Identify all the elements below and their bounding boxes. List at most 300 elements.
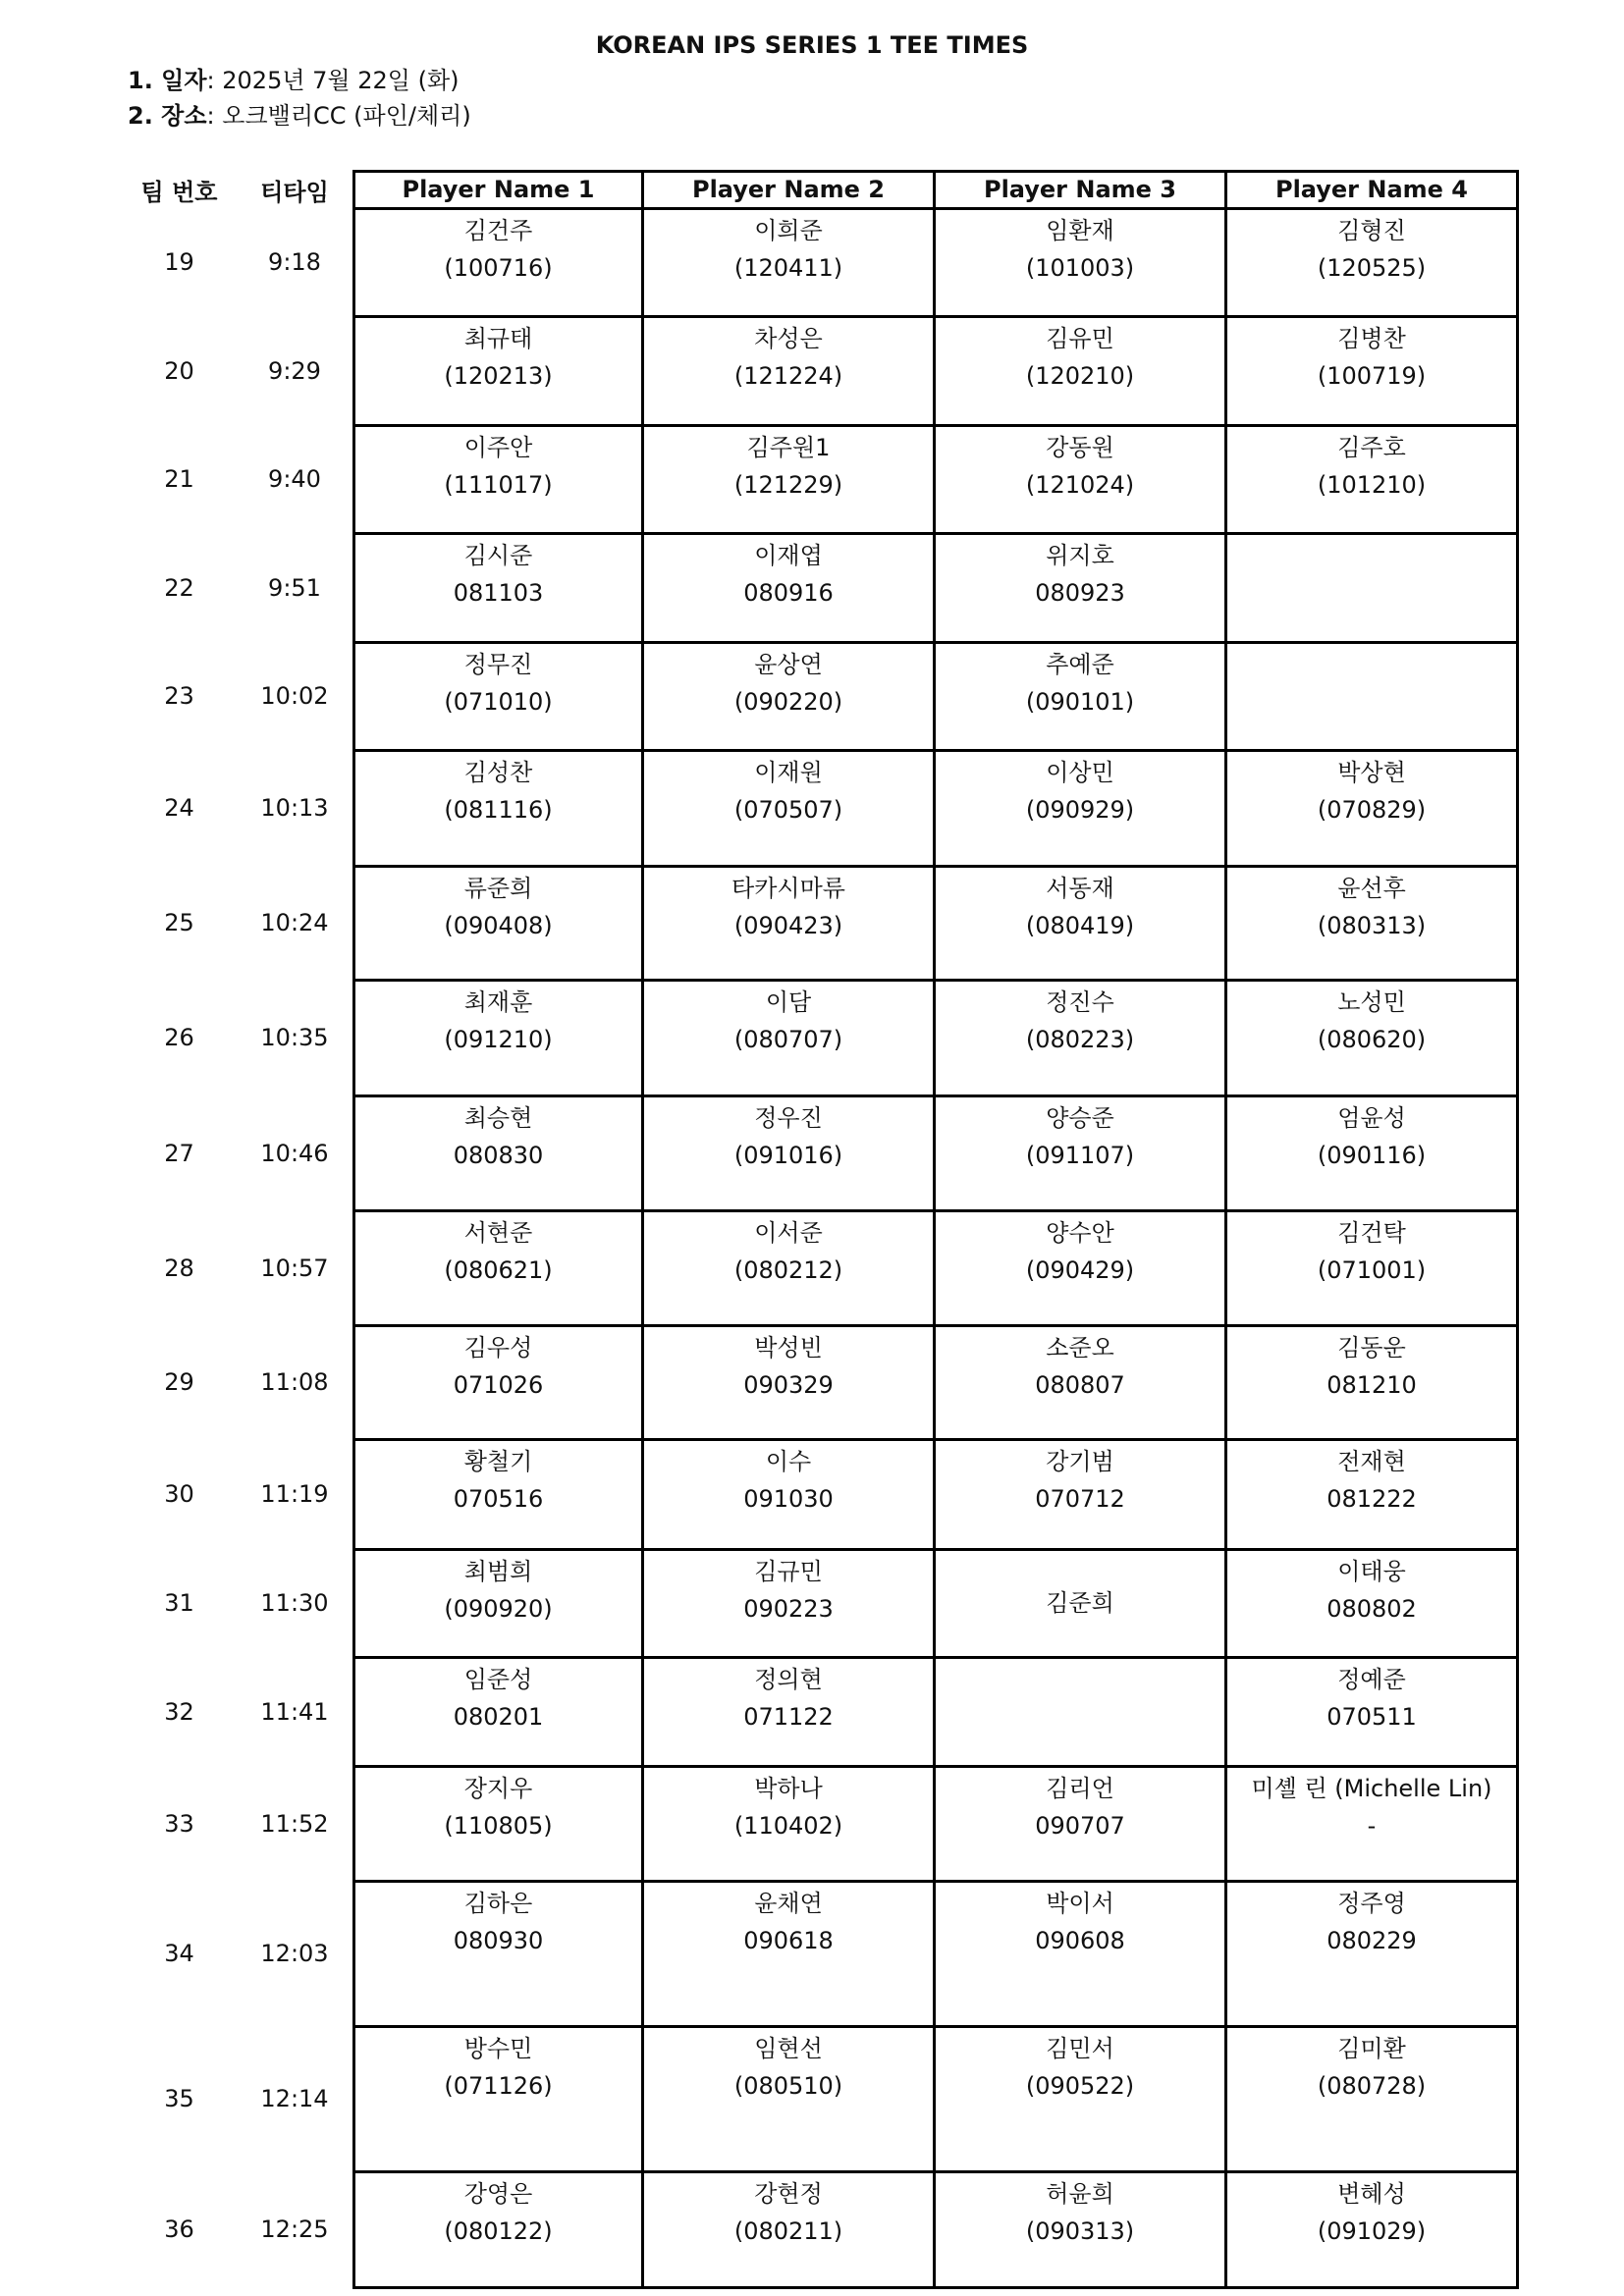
tee-time: 12:25 <box>260 2216 329 2243</box>
player-cell <box>1227 866 1519 980</box>
table-rule <box>352 1765 1519 1768</box>
player-cell <box>352 208 644 316</box>
team-number: 31 <box>164 1589 194 1617</box>
player-cell <box>936 1210 1227 1325</box>
player-id: (080212) <box>733 1256 843 1284</box>
player-cell <box>352 1439 644 1549</box>
team-number: 30 <box>164 1480 194 1508</box>
player-name: 전재현 <box>1337 1448 1406 1475</box>
player-name: 박하나 <box>754 1775 823 1802</box>
player-id: (080223) <box>1025 1026 1135 1053</box>
player-id: (071001) <box>1317 1256 1427 1284</box>
player-id: 080201 <box>453 1703 544 1731</box>
player-cell <box>352 750 644 866</box>
table-row <box>0 866 1624 980</box>
player-name: 김주호 <box>1337 434 1406 461</box>
tee-time: 10:02 <box>260 682 329 710</box>
info-venue-value: : 오크밸리CC (파인/체리) <box>206 102 471 130</box>
player-id: 091030 <box>743 1485 834 1513</box>
player-cell <box>1227 1439 1519 1549</box>
table-row <box>0 1881 1624 2026</box>
player-cell <box>352 2026 644 2171</box>
team-number: 23 <box>164 682 194 710</box>
player-cell <box>936 533 1227 642</box>
player-id: - <box>1367 1812 1377 1840</box>
table-row <box>0 750 1624 866</box>
table-row <box>0 2026 1624 2171</box>
player-id: 080930 <box>453 1927 544 1954</box>
player-id: (090116) <box>1317 1142 1427 1169</box>
player-id: (081116) <box>444 796 553 824</box>
player-name: 황철기 <box>463 1448 533 1475</box>
player-id: (091029) <box>1317 2217 1427 2245</box>
player-cell <box>1227 1657 1519 1766</box>
player-name: 최범희 <box>463 1558 533 1585</box>
team-number: 28 <box>164 1254 194 1282</box>
player-cells <box>352 980 1519 1095</box>
player-cell <box>352 642 644 750</box>
player-cells <box>352 533 1519 642</box>
table-rule <box>352 641 1519 644</box>
player-id: (100716) <box>444 254 553 282</box>
player-cells <box>352 316 1519 425</box>
player-name: 최재훈 <box>463 988 533 1016</box>
table-rule <box>352 170 1519 173</box>
player-id: 081103 <box>453 579 544 607</box>
table-row <box>0 425 1624 533</box>
player-cell <box>644 425 936 533</box>
player-name: 김건탁 <box>1337 1219 1406 1247</box>
player-cell <box>352 1766 644 1881</box>
player-cell <box>1227 1766 1519 1881</box>
player-cell <box>352 533 644 642</box>
player-headers <box>352 171 1519 208</box>
player-cell <box>644 1657 936 1766</box>
player-name: 김리언 <box>1046 1775 1114 1802</box>
player-cell <box>936 1766 1227 1881</box>
player-name-3-header: Player Name 3 <box>936 171 1227 208</box>
player-cell <box>352 866 644 980</box>
player-id: 080830 <box>453 1142 544 1169</box>
player-name: 강기범 <box>1046 1448 1114 1475</box>
player-cell <box>936 750 1227 866</box>
player-id: (110402) <box>733 1812 843 1840</box>
table-rule <box>352 979 1519 982</box>
player-name: 김민서 <box>1046 2035 1114 2062</box>
table-row <box>0 316 1624 425</box>
player-cell <box>1227 1095 1519 1210</box>
player-cell <box>936 642 1227 750</box>
player-cells <box>352 1881 1519 2026</box>
player-cell <box>1227 750 1519 866</box>
player-name: 김병찬 <box>1337 325 1406 352</box>
team-number: 19 <box>164 248 194 276</box>
player-name: 임준성 <box>463 1666 533 1693</box>
player-id: (090101) <box>1025 688 1135 716</box>
team-number: 34 <box>164 1940 194 1967</box>
player-id: (080122) <box>444 2217 553 2245</box>
player-cell <box>936 866 1227 980</box>
player-id: (120210) <box>1025 362 1135 390</box>
player-cell <box>936 316 1227 425</box>
player-name: 윤상연 <box>754 651 823 678</box>
player-id: 080229 <box>1326 1927 1417 1954</box>
player-id: (121024) <box>1025 471 1135 499</box>
player-name: 이상민 <box>1046 759 1114 786</box>
team-number: 36 <box>164 2216 194 2243</box>
player-cell <box>1227 1881 1519 2026</box>
table-rule <box>352 424 1519 427</box>
player-cell <box>644 2171 936 2287</box>
player-name: 장지우 <box>463 1775 533 1802</box>
team-number: 24 <box>164 794 194 822</box>
table-header-row <box>0 171 1624 208</box>
player-cell <box>644 1439 936 1549</box>
table-rule <box>352 1324 1519 1327</box>
player-name: 이서준 <box>754 1219 823 1247</box>
player-cell <box>644 1766 936 1881</box>
player-name: 김유민 <box>1046 325 1114 352</box>
player-cell <box>644 1210 936 1325</box>
player-cell <box>352 316 644 425</box>
player-name: 김준희 <box>1046 1589 1114 1617</box>
player-name: 김시준 <box>463 542 533 569</box>
player-name: 타카시마류 <box>731 875 845 902</box>
player-name-4-header: Player Name 4 <box>1227 171 1519 208</box>
player-id: (100719) <box>1317 362 1427 390</box>
player-cell <box>936 1881 1227 2026</box>
player-id: (111017) <box>444 471 553 499</box>
player-id: (090920) <box>444 1595 553 1623</box>
table-row <box>0 533 1624 642</box>
player-cell <box>1227 533 1519 642</box>
player-cell <box>352 1095 644 1210</box>
tee-time: 9:18 <box>268 248 321 276</box>
player-id: 071122 <box>743 1703 834 1731</box>
player-name: 엄윤성 <box>1337 1104 1406 1132</box>
player-cell <box>1227 1325 1519 1439</box>
player-name: 강영은 <box>463 2180 533 2208</box>
team-number: 20 <box>164 356 194 385</box>
team-number: 22 <box>164 573 194 602</box>
tee-time: 9:51 <box>268 573 321 602</box>
player-name: 김주원1 <box>746 434 831 461</box>
player-id: 090707 <box>1035 1812 1125 1840</box>
info-venue-label: 2. 장소 <box>128 102 207 130</box>
player-name: 최승현 <box>463 1104 533 1132</box>
player-cells <box>352 1095 1519 1210</box>
player-cell <box>1227 1210 1519 1325</box>
player-cell <box>936 980 1227 1095</box>
player-name: 최규태 <box>463 325 533 352</box>
player-id: (110805) <box>444 1812 553 1840</box>
player-cell <box>644 316 936 425</box>
player-cell <box>936 1325 1227 1439</box>
player-name: 임환재 <box>1046 217 1114 244</box>
team-number: 29 <box>164 1368 194 1396</box>
table-row <box>0 1439 1624 1549</box>
player-cell <box>644 1881 936 2026</box>
player-name: 이태웅 <box>1337 1558 1406 1585</box>
player-cell <box>936 425 1227 533</box>
table-row <box>0 2171 1624 2287</box>
table-row <box>0 1325 1624 1439</box>
player-name: 서현준 <box>463 1219 533 1247</box>
player-name: 이재엽 <box>754 542 823 569</box>
player-id: (091107) <box>1025 1142 1135 1169</box>
player-cells <box>352 2171 1519 2287</box>
team-number: 27 <box>164 1139 194 1167</box>
player-name: 강현정 <box>754 2180 823 2208</box>
info-date-value: : 2025년 7월 22일 (화) <box>206 67 460 94</box>
player-id: (090429) <box>1025 1256 1135 1284</box>
player-id: (070829) <box>1317 796 1427 824</box>
player-cells <box>352 1210 1519 1325</box>
player-name: 김우성 <box>463 1334 533 1362</box>
player-id: (120411) <box>733 254 843 282</box>
player-cell <box>644 750 936 866</box>
tee-time: 11:08 <box>260 1368 329 1396</box>
player-cells <box>352 1766 1519 1881</box>
tee-time: 11:52 <box>260 1809 329 1838</box>
tee-time-header: 티타임 <box>260 178 329 206</box>
player-id: (101210) <box>1317 471 1427 499</box>
player-id: (121224) <box>733 362 843 390</box>
player-cell <box>352 1881 644 2026</box>
player-cells <box>352 750 1519 866</box>
player-name: 김형진 <box>1337 217 1406 244</box>
table-row <box>0 1095 1624 1210</box>
player-name: 김하은 <box>463 1890 533 1917</box>
table-rule <box>352 2170 1519 2173</box>
table-rule <box>352 1209 1519 1212</box>
player-cell <box>644 1549 936 1657</box>
player-id: (090313) <box>1025 2217 1135 2245</box>
player-cell <box>936 2171 1227 2287</box>
player-id: (090929) <box>1025 796 1135 824</box>
table-rule <box>352 1438 1519 1441</box>
player-id: (080211) <box>733 2217 843 2245</box>
player-id: 080916 <box>743 579 834 607</box>
team-number: 33 <box>164 1809 194 1838</box>
tee-time: 10:35 <box>260 1024 329 1051</box>
player-name: 류준희 <box>463 875 533 902</box>
player-name: 박이서 <box>1046 1890 1114 1917</box>
player-id: (080313) <box>1317 912 1427 939</box>
player-id: (090220) <box>733 688 843 716</box>
player-name: 변혜성 <box>1337 2180 1406 2208</box>
player-name: 미셸 린 (Michelle Lin) <box>1251 1775 1492 1802</box>
player-name: 노성민 <box>1337 988 1406 1016</box>
player-name: 위지호 <box>1046 542 1114 569</box>
tee-time: 10:13 <box>260 794 329 822</box>
player-id: (080620) <box>1317 1026 1427 1053</box>
player-cell <box>1227 425 1519 533</box>
player-name: 강동원 <box>1046 434 1114 461</box>
player-id: (080510) <box>733 2072 843 2100</box>
player-id: 080807 <box>1035 1371 1125 1399</box>
team-number: 21 <box>164 465 194 493</box>
player-id: (090522) <box>1025 2072 1135 2100</box>
player-id: 070516 <box>453 1485 544 1513</box>
player-cells <box>352 1439 1519 1549</box>
player-cell <box>352 980 644 1095</box>
player-name: 박성빈 <box>754 1334 823 1362</box>
player-cell <box>352 1657 644 1766</box>
player-cell <box>644 1095 936 1210</box>
player-id: 071026 <box>453 1371 544 1399</box>
player-id: (091210) <box>444 1026 553 1053</box>
player-name: 김미환 <box>1337 2035 1406 2062</box>
table-row <box>0 1549 1624 1657</box>
player-id: (091016) <box>733 1142 843 1169</box>
player-id: 090608 <box>1035 1927 1125 1954</box>
tee-time: 11:30 <box>260 1589 329 1617</box>
table-rule <box>352 1095 1519 1097</box>
table-rule <box>352 2286 1519 2289</box>
player-id: (080419) <box>1025 912 1135 939</box>
player-cell <box>352 1210 644 1325</box>
player-cell <box>1227 980 1519 1095</box>
player-cell <box>1227 2026 1519 2171</box>
player-cells <box>352 1549 1519 1657</box>
player-id: (071126) <box>444 2072 553 2100</box>
table-rule <box>352 749 1519 752</box>
player-cells <box>352 866 1519 980</box>
tee-time: 11:41 <box>260 1697 329 1726</box>
team-number-header: 팀 번호 <box>140 178 218 206</box>
player-name: 이주안 <box>463 434 533 461</box>
player-id: (080621) <box>444 1256 553 1284</box>
table-rule <box>352 1880 1519 1883</box>
player-cell <box>936 1549 1227 1657</box>
player-cell <box>644 208 936 316</box>
player-id: (090408) <box>444 912 553 939</box>
player-cell <box>644 533 936 642</box>
player-cells <box>352 1325 1519 1439</box>
player-id: (080707) <box>733 1026 843 1053</box>
player-cell <box>352 1325 644 1439</box>
player-name: 정의현 <box>754 1666 823 1693</box>
player-name: 윤채연 <box>754 1890 823 1917</box>
tee-time: 10:46 <box>260 1139 329 1167</box>
player-name: 정진수 <box>1046 988 1114 1016</box>
player-name: 허윤희 <box>1046 2180 1114 2208</box>
player-cell <box>352 2171 644 2287</box>
player-cell <box>936 1095 1227 1210</box>
player-id: (121229) <box>733 471 843 499</box>
tee-time: 10:57 <box>260 1254 329 1282</box>
player-cell <box>936 1439 1227 1549</box>
player-id: 090223 <box>743 1595 834 1623</box>
table-row <box>0 1210 1624 1325</box>
table-rule <box>352 2025 1519 2028</box>
player-name: 박상현 <box>1337 759 1406 786</box>
player-cell <box>936 1657 1227 1766</box>
player-name: 김성찬 <box>463 759 533 786</box>
player-name: 김동운 <box>1337 1334 1406 1362</box>
player-name: 이수 <box>765 1448 812 1475</box>
player-name: 이재원 <box>754 759 823 786</box>
player-name: 임현선 <box>754 2035 823 2062</box>
player-id: 081222 <box>1326 1485 1417 1513</box>
player-cell <box>1227 316 1519 425</box>
player-name: 김건주 <box>463 217 533 244</box>
table-rule <box>352 207 1519 210</box>
table-row <box>0 980 1624 1095</box>
player-name: 양승준 <box>1046 1104 1114 1132</box>
player-cell <box>644 2026 936 2171</box>
tee-time: 12:03 <box>260 1940 329 1967</box>
player-id: (101003) <box>1025 254 1135 282</box>
player-name: 이담 <box>765 988 812 1016</box>
player-name: 윤선후 <box>1337 875 1406 902</box>
player-id: (120525) <box>1317 254 1427 282</box>
player-id: (071010) <box>444 688 553 716</box>
team-number: 25 <box>164 909 194 936</box>
player-name: 이희준 <box>754 217 823 244</box>
player-name-2-header: Player Name 2 <box>644 171 936 208</box>
tee-time: 9:40 <box>268 465 321 493</box>
player-cell <box>1227 208 1519 316</box>
player-cell <box>644 1325 936 1439</box>
player-name: 정무진 <box>463 651 533 678</box>
page-title: KOREAN IPS SERIES 1 TEE TIMES <box>595 31 1029 59</box>
player-id: 080802 <box>1326 1595 1417 1623</box>
team-number: 32 <box>164 1697 194 1726</box>
player-cells <box>352 208 1519 316</box>
table-row <box>0 642 1624 750</box>
team-number: 35 <box>164 2085 194 2112</box>
player-name: 김규민 <box>754 1558 823 1585</box>
player-name: 차성은 <box>754 325 823 352</box>
tee-time: 12:14 <box>260 2085 329 2112</box>
player-name-1-header: Player Name 1 <box>352 171 644 208</box>
player-cells <box>352 425 1519 533</box>
player-name: 방수민 <box>463 2035 533 2062</box>
tee-time: 9:29 <box>268 356 321 385</box>
player-cell <box>1227 1549 1519 1657</box>
tee-time: 10:24 <box>260 909 329 936</box>
player-name: 서동재 <box>1046 875 1114 902</box>
player-cells <box>352 2026 1519 2171</box>
player-name: 정예준 <box>1337 1666 1406 1693</box>
team-number: 26 <box>164 1024 194 1051</box>
player-id: 090329 <box>743 1371 834 1399</box>
player-name: 정우진 <box>754 1104 823 1132</box>
player-cell <box>1227 2171 1519 2287</box>
table-rule <box>352 865 1519 868</box>
player-name: 정주영 <box>1337 1890 1406 1917</box>
player-cell <box>644 980 936 1095</box>
player-id: 081210 <box>1326 1371 1417 1399</box>
player-cell <box>1227 642 1519 750</box>
table-row <box>0 208 1624 316</box>
player-id: (080728) <box>1317 2072 1427 2100</box>
table-row <box>0 1657 1624 1766</box>
player-cell <box>352 425 644 533</box>
player-id: (090423) <box>733 912 843 939</box>
player-id: 070712 <box>1035 1485 1125 1513</box>
player-id: (120213) <box>444 362 553 390</box>
table-rule <box>352 315 1519 318</box>
table-rule <box>352 1656 1519 1659</box>
player-id: 080923 <box>1035 579 1125 607</box>
player-cell <box>644 866 936 980</box>
player-id: 070511 <box>1326 1703 1417 1731</box>
player-id: 090618 <box>743 1927 834 1954</box>
player-name: 소준오 <box>1046 1334 1114 1362</box>
